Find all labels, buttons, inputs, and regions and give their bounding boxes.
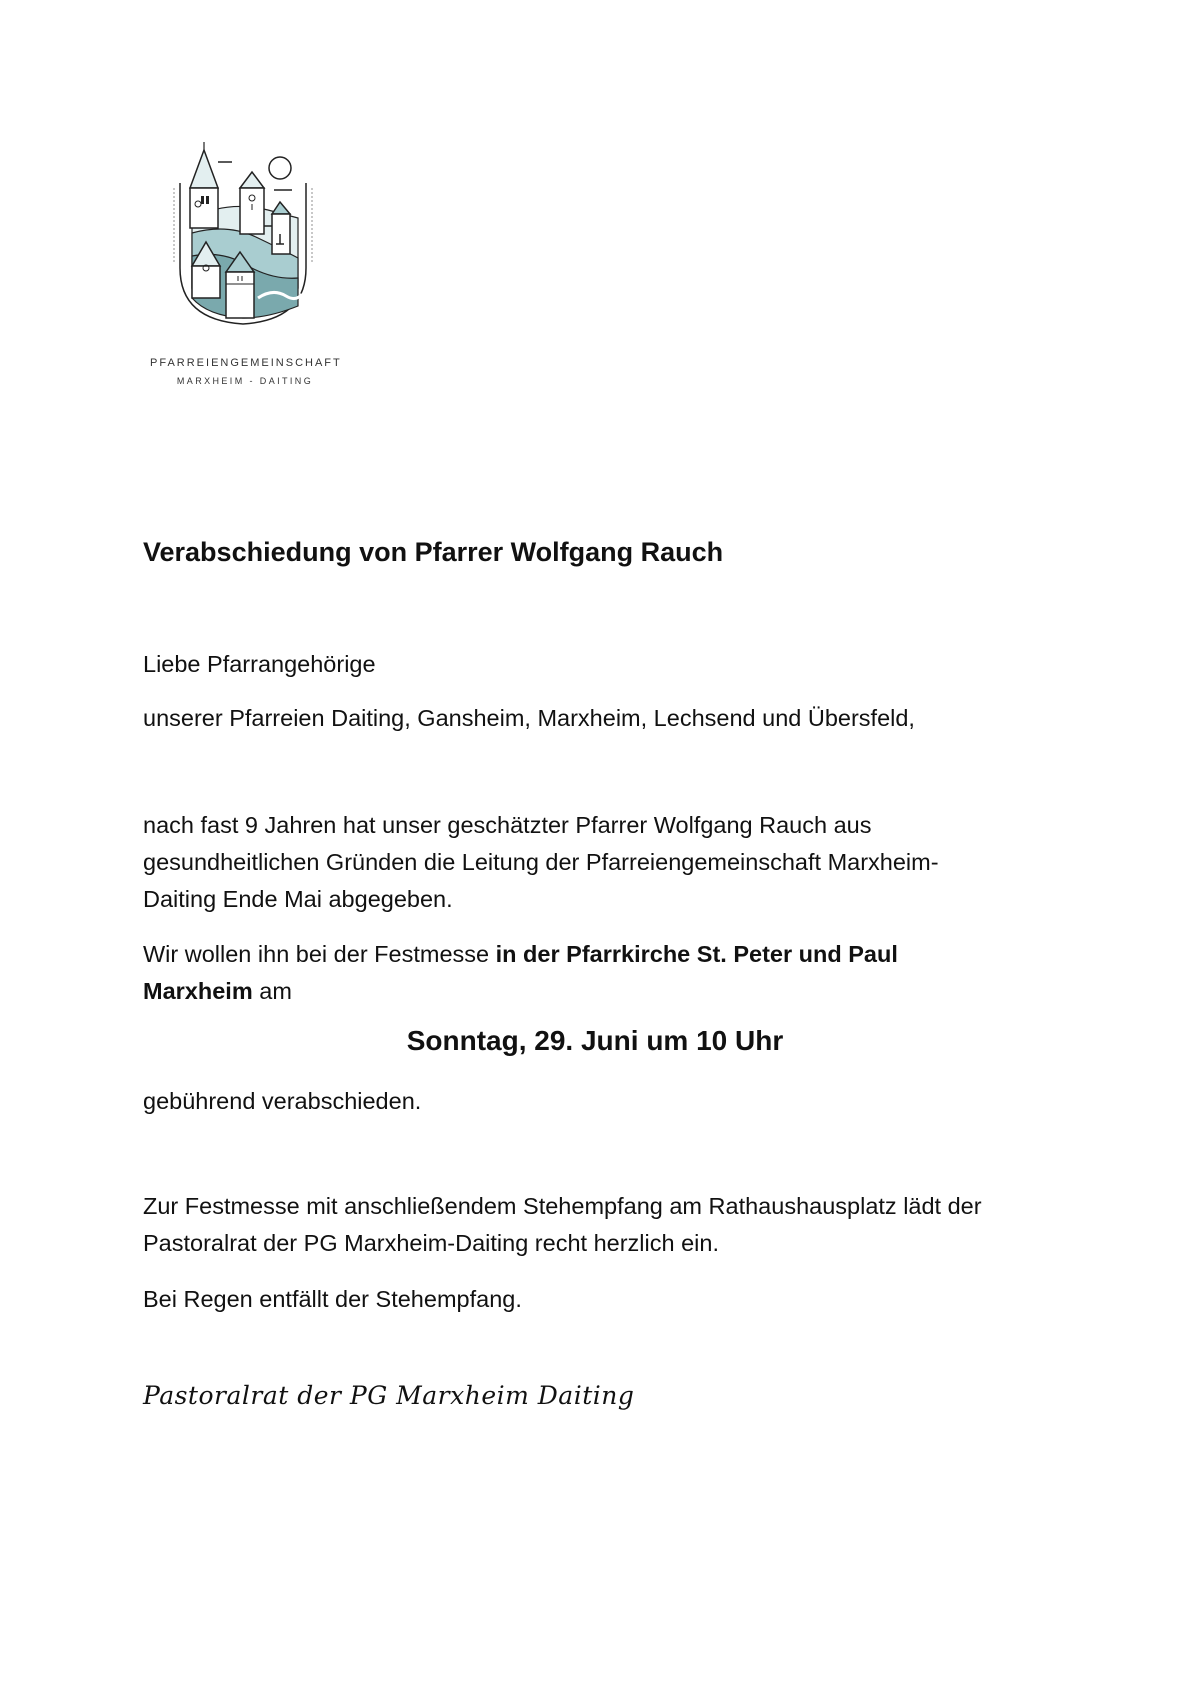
- paragraph-mass-invitation: [143, 936, 898, 1010]
- paragraph-line: Daiting Ende Mai abgegeben.: [143, 886, 453, 912]
- place-name-bold: Marxheim: [143, 978, 253, 1004]
- logo-title: PFARREIENGEMEINSCHAFT: [150, 357, 342, 369]
- paragraph-rain-note: Bei Regen entfällt der Stehempfang.: [143, 1286, 522, 1312]
- parish-emblem-icon: [168, 138, 318, 328]
- document-heading: Verabschiedung von Pfarrer Wolfgang Rauch: [143, 537, 724, 567]
- church-name-bold: in der Pfarrkirche St. Peter und Paul: [495, 941, 898, 967]
- paragraph-text: Wir wollen ihn bei der Festmesse: [143, 941, 496, 967]
- paragraph-reception: [143, 1188, 982, 1262]
- event-date: Sonntag, 29. Juni um 10 Uhr: [406, 1025, 784, 1056]
- paragraph-text: am: [252, 978, 292, 1004]
- greeting-line-1: Liebe Pfarrangehörige: [143, 651, 376, 677]
- signature: Pastoralrat der PG Marxheim Daiting: [143, 1381, 635, 1410]
- parish-logo: [150, 138, 340, 388]
- paragraph-farewell: gebührend verabschieden.: [143, 1088, 422, 1114]
- paragraph-line: Pastoralrat der PG Marxheim-Daiting recht herzlich ein.: [143, 1230, 719, 1256]
- logo-subtitle: MARXHEIM - DAITING: [176, 376, 314, 386]
- paragraph-departure: [143, 807, 939, 918]
- paragraph-line: Zur Festmesse mit anschließendem Stehempfang am Rathaushausplatz lädt der: [143, 1193, 982, 1219]
- paragraph-line: nach fast 9 Jahren hat unser geschätzter Pfarrer Wolfgang Rauch aus: [143, 812, 872, 838]
- paragraph-line: gesundheitlichen Gründen die Leitung der Pfarreiengemeinschaft Marxheim-: [143, 849, 939, 875]
- greeting-line-2: unserer Pfarreien Daiting, Gansheim, Marxheim, Lechsend und Übersfeld,: [143, 705, 915, 731]
